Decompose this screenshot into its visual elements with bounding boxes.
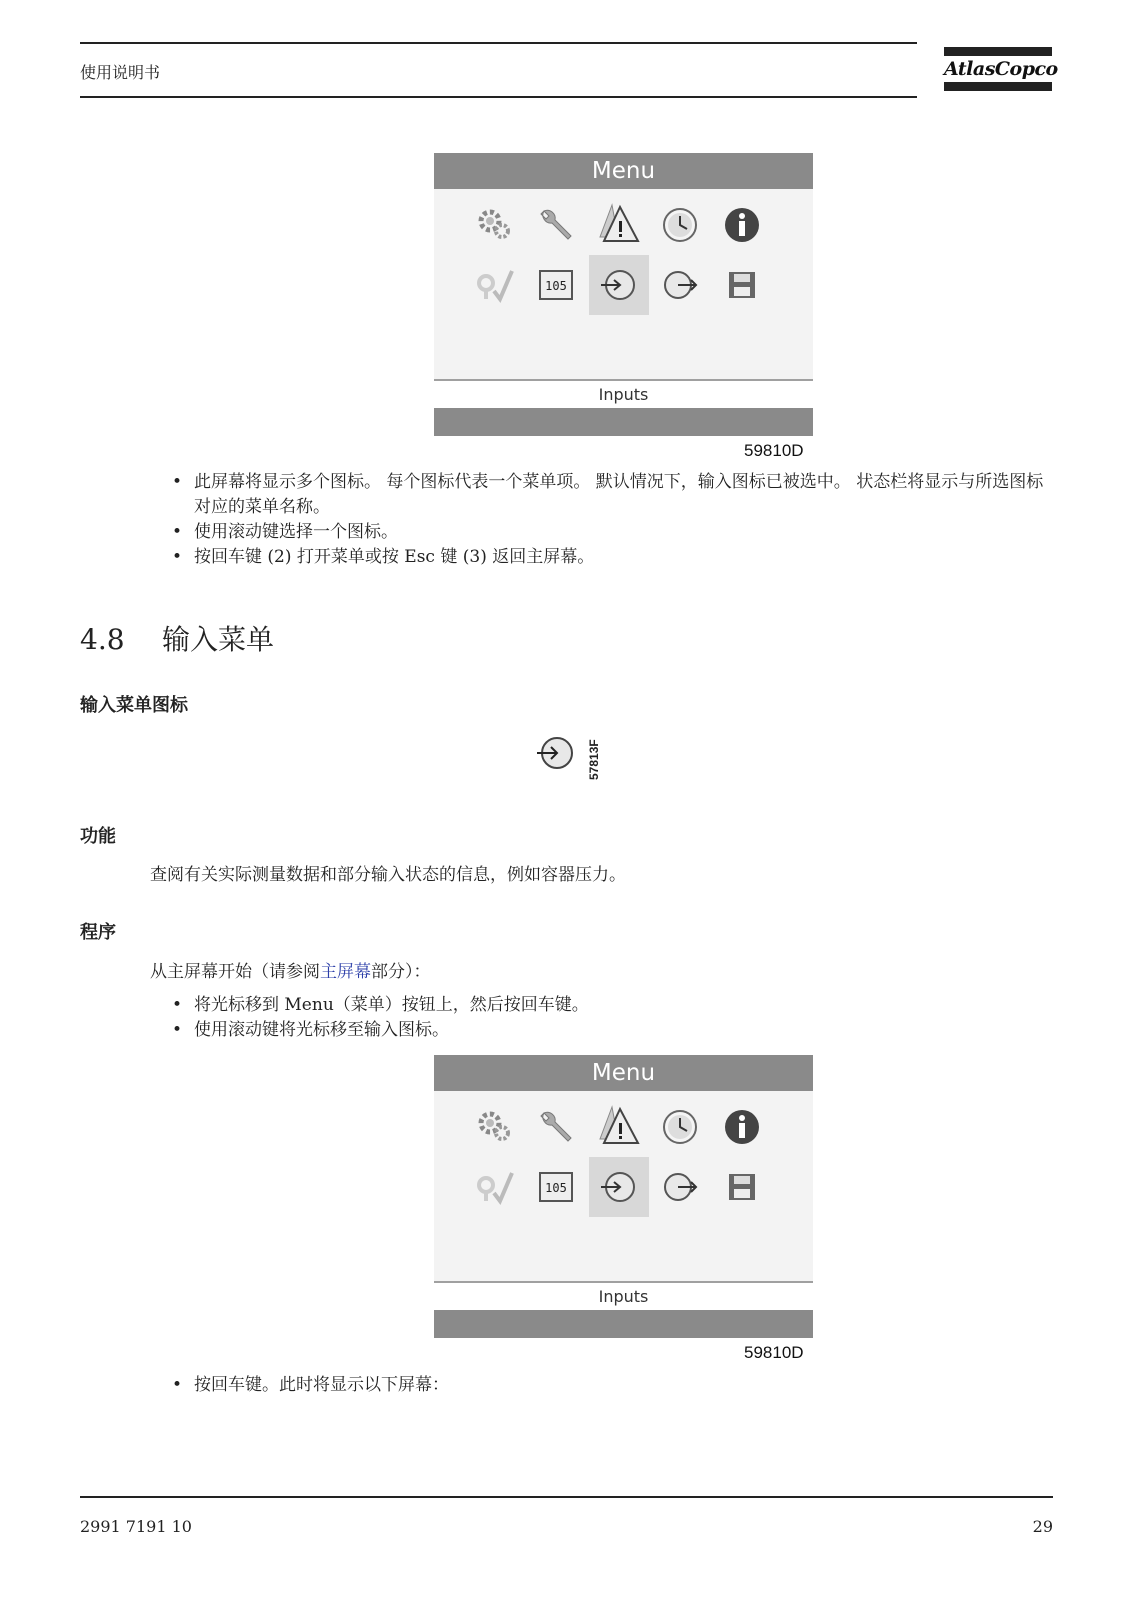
screen-footer-bar xyxy=(434,1310,813,1338)
menu-icon-grid xyxy=(434,189,813,379)
list-item: • 此屏幕将显示多个图标。 每个图标代表一个菜单项。 默认情况下，输入图标已被选中。 状态栏将显示与所选图标对应的菜单名称。 xyxy=(172,470,1052,520)
counter-icon xyxy=(536,265,576,305)
inputs-icon xyxy=(589,1157,649,1217)
settings-icon xyxy=(474,205,514,245)
page-number: 29 xyxy=(1032,1517,1053,1536)
screen-title: Menu xyxy=(434,153,813,189)
header-title: 使用说明书 xyxy=(80,63,161,82)
main-screen-link[interactable]: 主屏幕 xyxy=(320,962,371,982)
function-text: 查阅有关实际测量数据和部分输入状态的信息，例如容器压力。 xyxy=(150,865,626,885)
checkmark-icon xyxy=(474,265,514,305)
menu-screen-2 xyxy=(434,1055,813,1338)
menu-icon-grid xyxy=(434,1091,813,1281)
list-item: • 将光标移到 Menu（菜单）按钮上，然后按回车键。 xyxy=(172,993,1052,1018)
screen-status-bar: Inputs xyxy=(434,379,813,409)
footer-rule xyxy=(80,1496,1053,1498)
function-heading: 功能 xyxy=(80,826,116,847)
settings-icon xyxy=(474,1107,514,1147)
warning-icon xyxy=(598,201,638,241)
header-top-rule xyxy=(80,42,917,44)
warning-icon xyxy=(598,1103,638,1143)
screen-title: Menu xyxy=(434,1055,813,1091)
section-heading: 4.8 输入菜单 xyxy=(80,623,275,656)
list-item: • 按回车键。此时将显示以下屏幕： xyxy=(172,1373,1052,1398)
document-number: 2991 7191 10 xyxy=(80,1517,192,1536)
wrench-icon xyxy=(536,205,576,245)
icon-subheading: 输入菜单图标 xyxy=(80,695,188,716)
inputs-icon xyxy=(535,733,575,773)
figure-id: 59810D xyxy=(744,1343,804,1362)
save-icon xyxy=(722,1167,762,1207)
screen-status-bar: Inputs xyxy=(434,1281,813,1311)
svg-text:105: 105 xyxy=(545,279,567,293)
list-item: • 按回车键 (2) 打开菜单或按 Esc 键 (3) 返回主屏幕。 xyxy=(172,545,1052,570)
outputs-icon xyxy=(660,1167,700,1207)
clock-icon xyxy=(660,1107,700,1147)
screen-footer-bar xyxy=(434,408,813,436)
bullet-list-1 xyxy=(172,470,1052,570)
procedure-intro: 从主屏幕开始（请参阅主屏幕部分）： xyxy=(150,962,431,982)
icon-figure-id-text: 57813F xyxy=(587,739,601,780)
checkmark-icon xyxy=(474,1167,514,1207)
list-item: • 使用滚动键选择一个图标。 xyxy=(172,520,1052,545)
info-icon xyxy=(722,1107,762,1147)
inputs-icon xyxy=(589,255,649,315)
counter-icon xyxy=(536,1167,576,1207)
header-bottom-rule xyxy=(80,96,917,98)
procedure-steps xyxy=(172,993,1052,1043)
save-icon xyxy=(722,265,762,305)
icon-figure-id xyxy=(585,734,603,782)
menu-screen-1 xyxy=(434,153,813,436)
svg-text:105: 105 xyxy=(545,1181,567,1195)
clock-icon xyxy=(660,205,700,245)
list-item: • 使用滚动键将光标移至输入图标。 xyxy=(172,1018,1052,1043)
bullet-list-2 xyxy=(172,1373,1052,1398)
outputs-icon xyxy=(660,265,700,305)
wrench-icon xyxy=(536,1107,576,1147)
company-logo: AtlasCopco xyxy=(944,47,1052,91)
procedure-heading: 程序 xyxy=(80,922,116,943)
info-icon xyxy=(722,205,762,245)
figure-id: 59810D xyxy=(744,441,804,460)
